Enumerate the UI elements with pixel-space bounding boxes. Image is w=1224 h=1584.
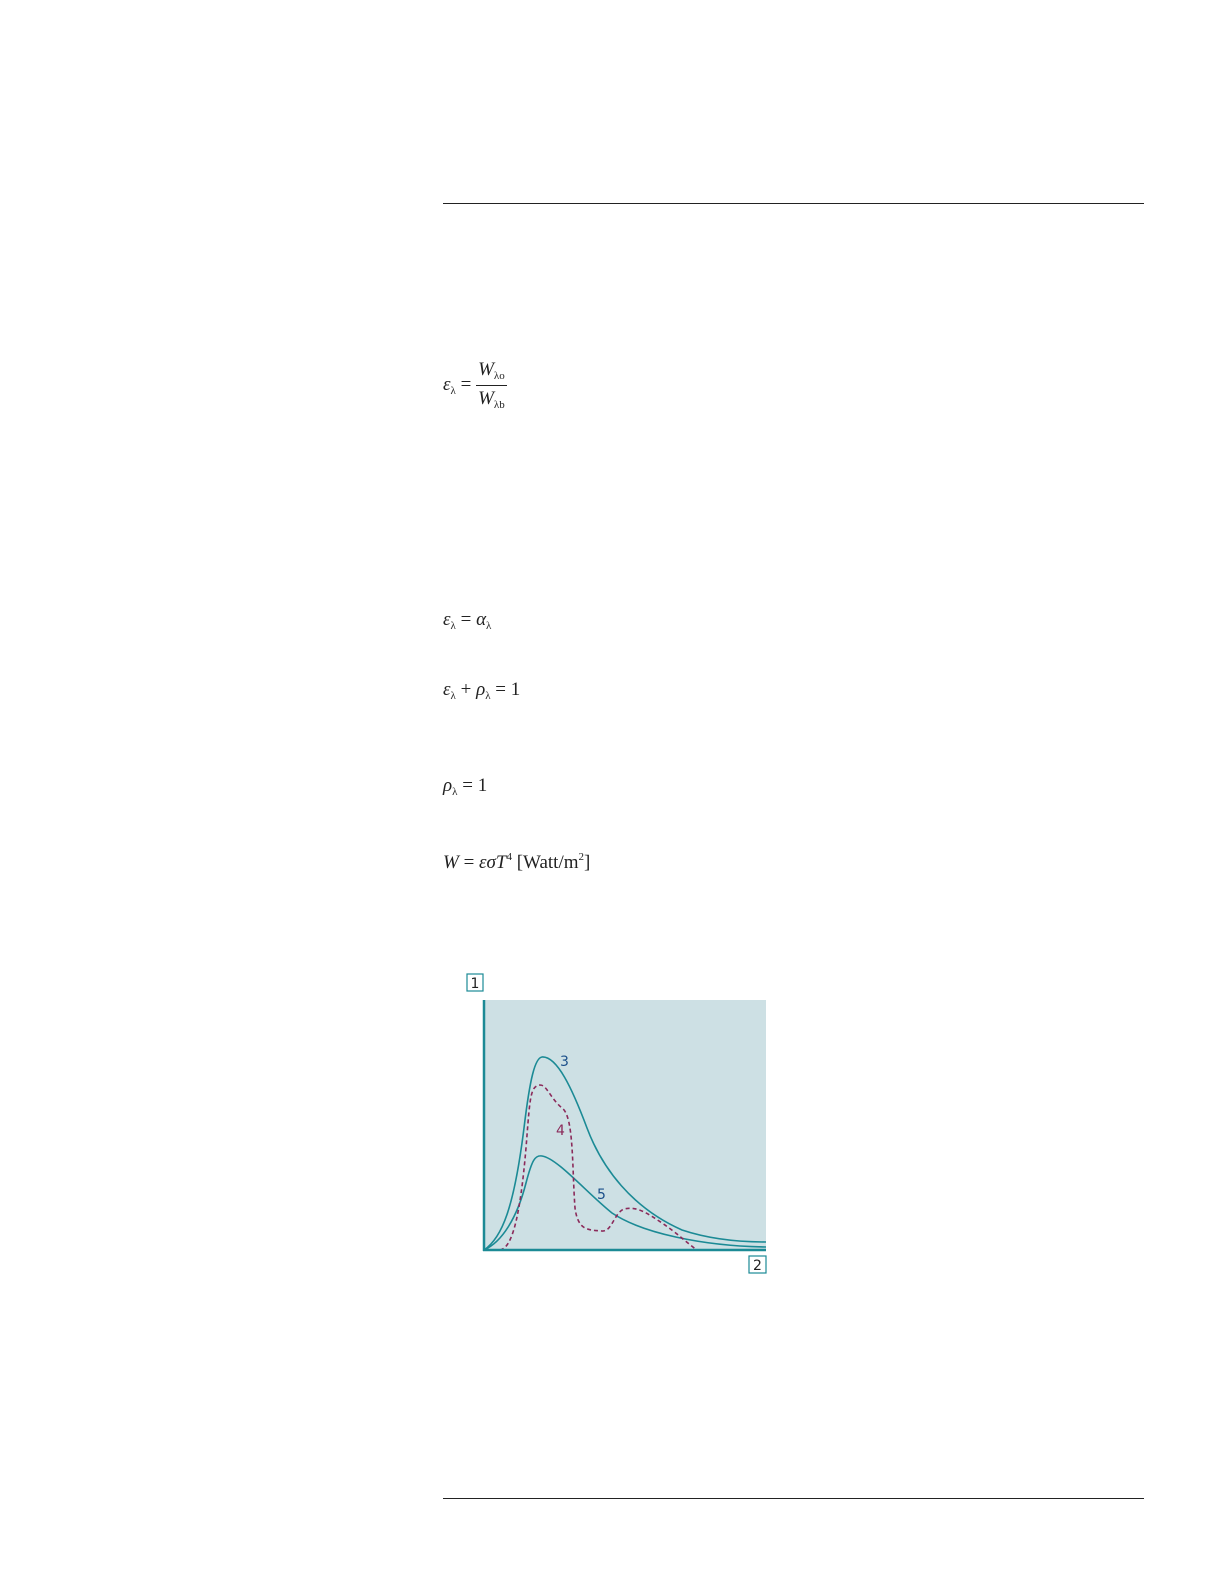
equation-stefan-boltzmann-graybody: W = εσT$^4$ $[Watt/m^2]$ [443,851,591,873]
equals-sign: = [460,373,472,395]
callout-3: 3 [560,1054,569,1070]
denominator: $W_{\lambda b}$ [478,388,505,411]
fraction [476,360,507,411]
numerator: $W_{\lambda o}$ [478,359,505,382]
spectral-radiance-figure [462,968,772,1288]
callout-2: 2 [753,1258,762,1274]
equation-kirchhoff: $\varepsilon_\lambda = \alpha_\lambda$ [443,609,492,632]
callout-5: 5 [597,1187,606,1203]
symbol-epsilon: ε [443,373,451,395]
callout-4: 4 [556,1123,565,1139]
subscript: λ [450,384,456,397]
plot-background [484,1000,766,1250]
header-rule [443,203,1144,204]
figure-svg [462,968,772,1288]
callout-1: 1 [470,976,480,992]
equation-opaque-material: $\varepsilon_\lambda + \rho_\lambda = 1$ [443,679,521,702]
fraction-bar [476,385,507,386]
equation-spectral-emissivity [443,360,507,411]
equation-perfect-mirror: $\rho_\lambda = 1$ [443,775,488,798]
footer-rule [443,1498,1144,1499]
